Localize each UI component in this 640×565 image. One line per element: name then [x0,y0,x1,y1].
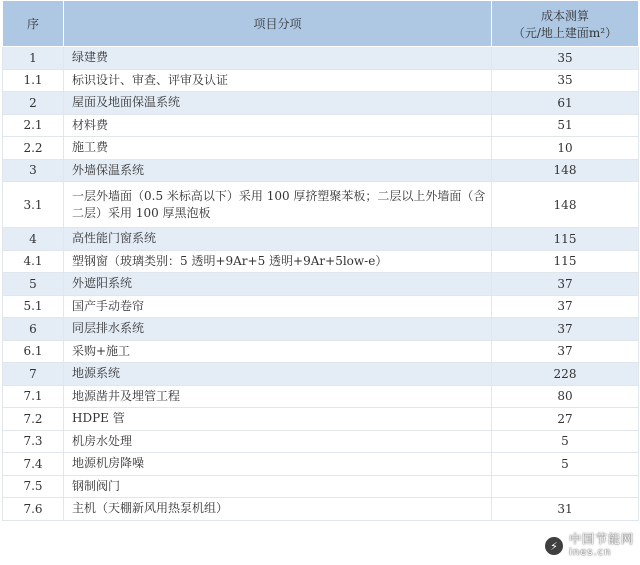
row-cost: 37 [492,340,639,363]
row-cost: 51 [492,114,639,137]
table-row [3,408,639,431]
row-cost: 115 [492,250,639,273]
row-cost: 5 [492,430,639,453]
header-cost [492,1,639,47]
row-number: 4.1 [3,250,64,273]
row-number: 5.1 [3,295,64,318]
row-cost: 148 [492,159,639,182]
row-item-name: 标识设计、审查、评审及认证 [64,69,492,92]
table-row [3,114,639,137]
row-number: 7.4 [3,453,64,476]
section-row [3,228,639,251]
row-item-name: 材料费 [64,114,492,137]
row-number: 4 [3,228,64,251]
row-cost: 228 [492,363,639,386]
row-number: 7.2 [3,408,64,431]
row-cost: 35 [492,69,639,92]
row-item-name: 国产手动卷帘 [64,295,492,318]
section-row [3,47,639,70]
row-number: 7.1 [3,385,64,408]
row-cost: 61 [492,92,639,115]
header-seq: 序 [3,1,64,47]
row-number: 7 [3,363,64,386]
row-number: 3.1 [3,182,64,228]
row-number: 7.5 [3,475,64,498]
row-cost: 10 [492,137,639,160]
header-item: 项目分项 [64,1,492,47]
row-cost: 31 [492,498,639,521]
row-item-name: 屋面及地面保温系统 [64,92,492,115]
row-item-name: HDPE 管 [64,408,492,431]
row-cost: 115 [492,228,639,251]
row-cost: 27 [492,408,639,431]
row-number: 1 [3,47,64,70]
row-number: 6.1 [3,340,64,363]
section-row [3,318,639,341]
row-cost: 5 [492,453,639,476]
row-item-name: 地源凿井及埋管工程 [64,385,492,408]
watermark-cn: 中国节能网 [568,532,634,546]
row-cost [492,475,639,498]
section-row [3,363,639,386]
row-cost: 37 [492,273,639,296]
row-number: 6 [3,318,64,341]
table-row [3,137,639,160]
row-item-name: 地源机房降噪 [64,453,492,476]
section-row [3,273,639,296]
watermark [543,533,634,559]
row-item-name: 高性能门窗系统 [64,228,492,251]
row-number: 7.3 [3,430,64,453]
table-row [3,182,639,228]
row-item-name: 外墙保温系统 [64,159,492,182]
row-item-name: 外遮阳系统 [64,273,492,296]
section-row [3,92,639,115]
row-number: 7.6 [3,498,64,521]
header-cost-title: 成本测算 [540,8,589,23]
row-cost: 37 [492,318,639,341]
row-item-name: 一层外墙面（0.5 米标高以下）采用 100 厚挤塑聚苯板；二层以上外墙面（含二层）采用 100 厚黑泡板 [64,182,492,228]
row-item-name: 地源系统 [64,363,492,386]
row-item-name: 同层排水系统 [64,318,492,341]
table-row [3,250,639,273]
row-number: 1.1 [3,69,64,92]
row-item-name: 机房水处理 [64,430,492,453]
table-row [3,340,639,363]
header-cost-unit: （元/地上建面m²） [512,25,618,40]
row-item-name: 绿建费 [64,47,492,70]
header-row [3,1,639,47]
row-cost: 80 [492,385,639,408]
row-number: 2.2 [3,137,64,160]
row-number: 2.1 [3,114,64,137]
row-number: 2 [3,92,64,115]
row-item-name: 施工费 [64,137,492,160]
table-row [3,430,639,453]
table-row [3,385,639,408]
row-item-name: 主机（天棚新风用热泵机组） [64,498,492,521]
table-row [3,475,639,498]
row-item-name: 塑钢窗（玻璃类别：5 透明+9Ar+5 透明+9Ar+5low-e） [64,250,492,273]
row-cost: 35 [492,47,639,70]
row-number: 3 [3,159,64,182]
row-item-name: 采购+施工 [64,340,492,363]
section-row [3,159,639,182]
watermark-logo-icon: ⚡ [543,535,565,557]
row-cost: 37 [492,295,639,318]
row-number: 5 [3,273,64,296]
table-row [3,69,639,92]
row-cost: 148 [492,182,639,228]
row-item-name: 钢制阀门 [64,475,492,498]
table-row [3,498,639,521]
table-row [3,295,639,318]
watermark-en: ines.cn [568,547,612,558]
cost-table [2,0,639,521]
table-row [3,453,639,476]
